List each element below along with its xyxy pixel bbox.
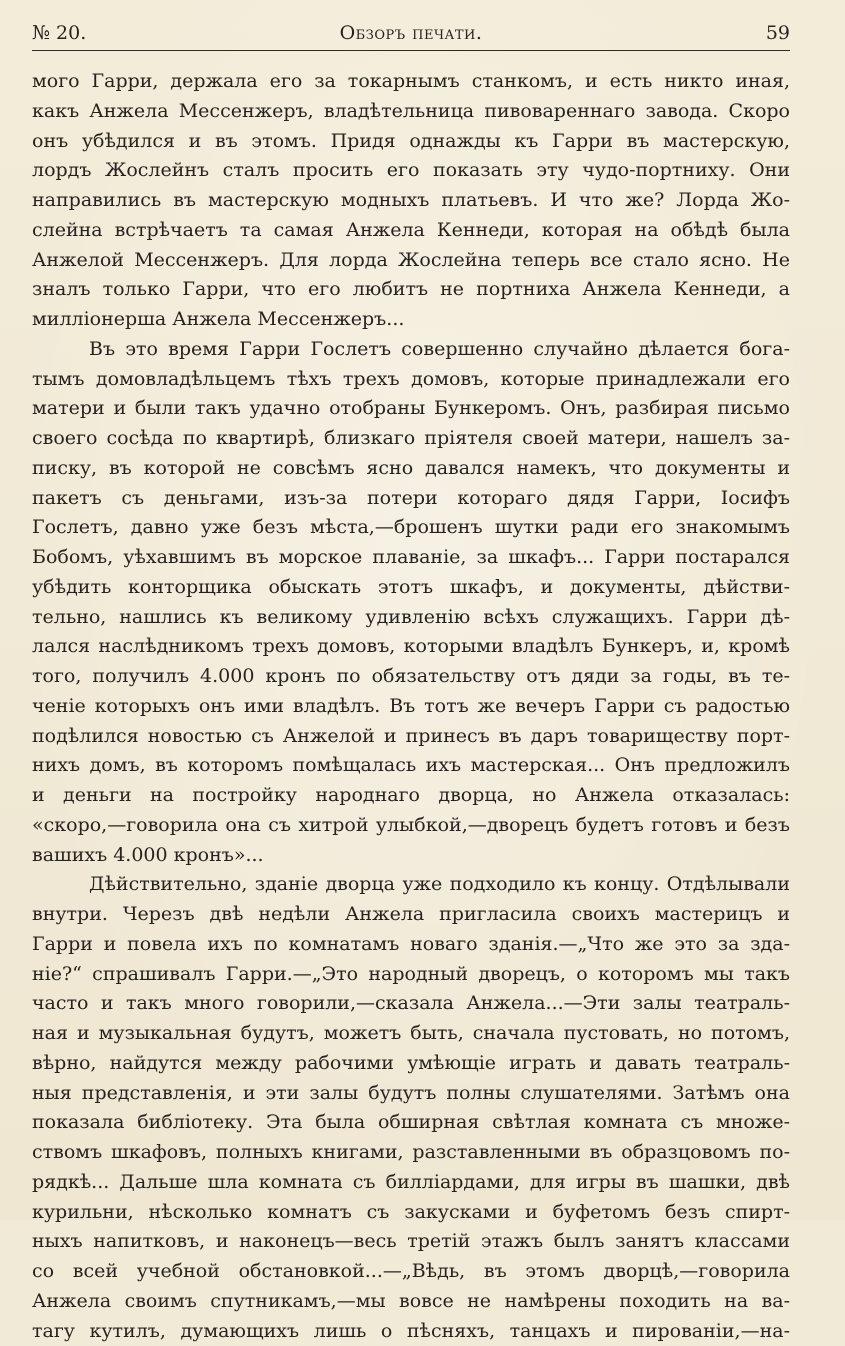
text-line: онъ убѣдился и въ этомъ. Придя однажды къ Гарри въ мастерскую,: [32, 127, 790, 157]
text-line: Дѣйствительно, зданіе дворца уже подходило къ концу. Отдѣлывали: [32, 870, 790, 900]
text-line: какъ Анжела Мессенжеръ, владѣтельница пивовареннаго завода. Скоро: [32, 97, 790, 127]
text-line: убѣдить конторщика обыскать этотъ шкафъ, и документы, дѣйстви-: [32, 573, 790, 603]
text-line: зналъ только Гарри, что его любитъ не портниха Анжела Кеннеди, а: [32, 275, 790, 305]
text-line: ная и музыкальная будутъ, можетъ быть, сначала пустовать, но потомъ,: [32, 1019, 790, 1049]
text-line: Въ это время Гарри Гослетъ совершенно случайно дѣлается бога-: [32, 335, 790, 365]
text-line: лордъ Жослейнъ сталъ просить его показать эту чудо-портниху. Они: [32, 156, 790, 186]
text-line: Гослетъ, давно уже безъ мѣста,—брошенъ шутки ради его знакомымъ: [32, 513, 790, 543]
text-line: Бобомъ, уѣхавшимъ въ морское плаваніе, за шкафъ... Гарри постарался: [32, 543, 790, 573]
issue-number: № 20.: [32, 20, 86, 46]
text-line: Анжелой Мессенжеръ. Для лорда Жослейна теперь все стало ясно. Не: [32, 246, 790, 276]
text-line: писку, въ которой не совсѣмъ ясно давался намекъ, что документы и: [32, 454, 790, 484]
text-line: рядкѣ... Дальше шла комната съ билліардами, для игры въ шашки, двѣ: [32, 1168, 790, 1198]
text-line: направились въ мастерскую модныхъ платьевъ. И что же? Лорда Жо-: [32, 186, 790, 216]
text-line: вашихъ 4.000 кронъ»...: [32, 841, 790, 871]
text-line: матери и были такъ удачно отобраны Бункеромъ. Онъ, разбирая письмо: [32, 394, 790, 424]
text-line: часто и такъ много говорили,—сказала Анжела...—Эти залы театраль-: [32, 989, 790, 1019]
section-title: Обзоръ печати.: [32, 20, 790, 46]
text-line: ніе?“ спрашивалъ Гарри.—„Это народный дворецъ, о которомъ мы такъ: [32, 960, 790, 990]
text-line: ченіе которыхъ онъ ими владѣлъ. Въ тотъ же вечеръ Гарри съ радостью: [32, 692, 790, 722]
text-line: и деньги на постройку народнаго дворца, но Анжела отказалась:: [32, 781, 790, 811]
text-line: тельно, нашлись къ великому удивленію всѣхъ служащихъ. Гарри дѣ-: [32, 603, 790, 633]
text-line: нихъ домъ, въ которомъ помѣщалась ихъ мастерская... Онъ предложилъ: [32, 751, 790, 781]
page-number: 59: [766, 20, 790, 46]
text-line: вѣрно, найдутся между рабочими умѣющіе играть и давать театраль-: [32, 1049, 790, 1079]
text-line: ствомъ шкафовъ, полныхъ книгами, разставленными въ образцовомъ по-: [32, 1138, 790, 1168]
text-line: слейна встрѣчаетъ та самая Анжела Кеннеди, которая на обѣдѣ была: [32, 216, 790, 246]
text-line: того, получилъ 4.000 кронъ по обязательству отъ дяди за годы, въ те-: [32, 662, 790, 692]
header-rule: [32, 50, 790, 51]
text-line: милліонерша Анжела Мессенжеръ...: [32, 305, 790, 335]
text-line: мого Гарри, держала его за токарнымъ станкомъ, и есть никто иная,: [32, 67, 790, 97]
running-header: [32, 20, 790, 48]
text-line: лался наслѣдникомъ трехъ домовъ, которыми владѣлъ Бункеръ, и, кромѣ: [32, 632, 790, 662]
text-line: «скоро,—говорила она съ хитрой улыбкой,—дворецъ будетъ готовъ и безъ: [32, 811, 790, 841]
text-line: своего сосѣда по квартирѣ, близкаго пріятеля своей матери, нашелъ за-: [32, 424, 790, 454]
text-line: подѣлился новостью съ Анжелой и принесъ въ даръ товариществу порт-: [32, 722, 790, 752]
text-line: тымъ домовладѣльцемъ тѣхъ трехъ домовъ, которые принадлежали его: [32, 365, 790, 395]
text-line: Анжела своимъ спутникамъ,—мы вовсе не намѣрены походить на ва-: [32, 1287, 790, 1317]
text-line: со всей учебной обстановкой...—„Вѣдь, въ этомъ дворцѣ,—говорила: [32, 1257, 790, 1287]
text-line: показала библіотеку. Эта была обширная свѣтлая комната съ множе-: [32, 1108, 790, 1138]
text-line: Гарри и повела ихъ по комнатамъ новаго зданія.—„Что же это за зда-: [32, 930, 790, 960]
text-line: пакетъ съ деньгами, изъ-за потери котораго дядя Гарри, Іосифъ: [32, 484, 790, 514]
text-line: курильни, нѣсколько комнатъ съ закусками и буфетомъ безъ спирт-: [32, 1198, 790, 1228]
body-text: [32, 67, 790, 1346]
text-line: ныя представленія, и эти залы будутъ полны слушателями. Затѣмъ она: [32, 1079, 790, 1109]
text-line: ныхъ напитковъ, и наконецъ—весь третій этажъ былъ занятъ классами: [32, 1227, 790, 1257]
text-line: тагу кутилъ, думающихъ лишь о пѣсняхъ, танцахъ и пированіи,—на-: [32, 1317, 790, 1346]
text-line: внутри. Черезъ двѣ недѣли Анжела пригласила своихъ мастерицъ и: [32, 900, 790, 930]
